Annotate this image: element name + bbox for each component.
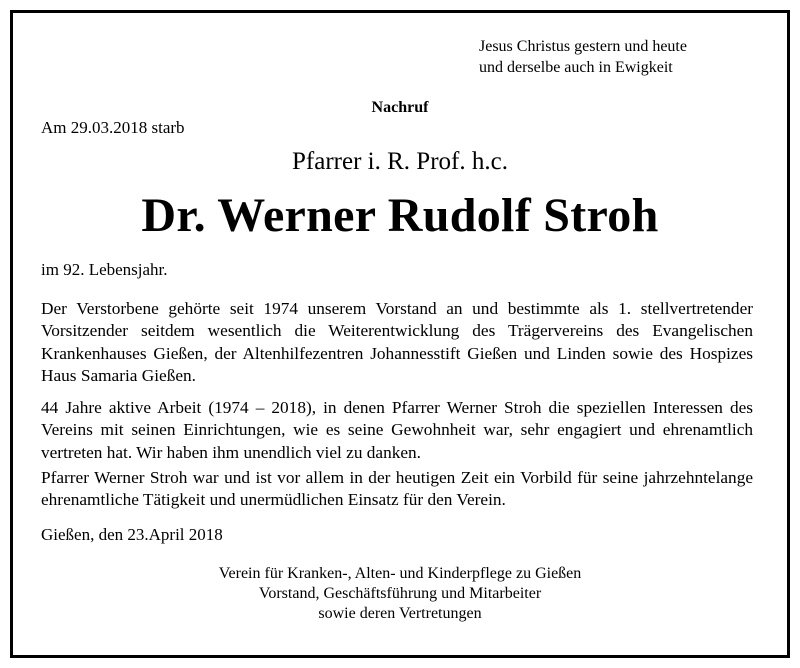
bible-verse (479, 36, 687, 78)
place-and-date: Gießen, den 23.April 2018 (41, 525, 223, 544)
signature-organization: Verein für Kranken-, Alten- und Kinderpflege zu Gießen (218, 565, 582, 582)
obituary-heading: Nachruf (371, 99, 429, 116)
bible-verse-line-1: Jesus Christus gestern und heute (479, 38, 687, 55)
age-text: im 92. Lebensjahr. (41, 260, 168, 279)
death-date-text: Am 29.03.2018 starb (41, 118, 185, 137)
signature-block (0, 564, 800, 624)
paragraph-years-of-work: 44 Jahre aktive Arbeit (1974 – 2018), in denen Pfarrer Werner Stroh die speziellen Interessen des Vereins mit seinen Einrichtungen, wie es seine Gewohnheit war, sehr engagiert und ehrenamtlich vertreten hat. Wir haben ihm unendlich viel zu danken. (41, 398, 753, 462)
deceased-name: Dr. Werner Rudolf Stroh (141, 189, 659, 242)
paragraph-board-role: Der Verstorbene gehörte seit 1974 unserem Vorstand an und bestimmte als 1. stellvertretender Vorsitzender seitdem wesentlich die Weiterentwicklung des Trägervereins des Evangelischen Krankenhauses Gießen, der Altenhilfezentren Johannesstift Gießen und Linden sowie des Hospizes Haus Samaria Gießen. (41, 299, 753, 385)
paragraph-role-model: Pfarrer Werner Stroh war und ist vor allem in der heutigen Zeit ein Vorbild für seine jahrzehntelange ehrenamtliche Tätigkeit und unermüdlichen Einsatz für den Verein. (41, 468, 753, 510)
signature-board: Vorstand, Geschäftsführung und Mitarbeiter (258, 585, 542, 602)
deceased-title: Pfarrer i. R. Prof. h.c. (292, 148, 508, 175)
bible-verse-line-2: und derselbe auch in Ewigkeit (479, 59, 673, 76)
signature-representatives: sowie deren Vertretungen (318, 605, 482, 622)
